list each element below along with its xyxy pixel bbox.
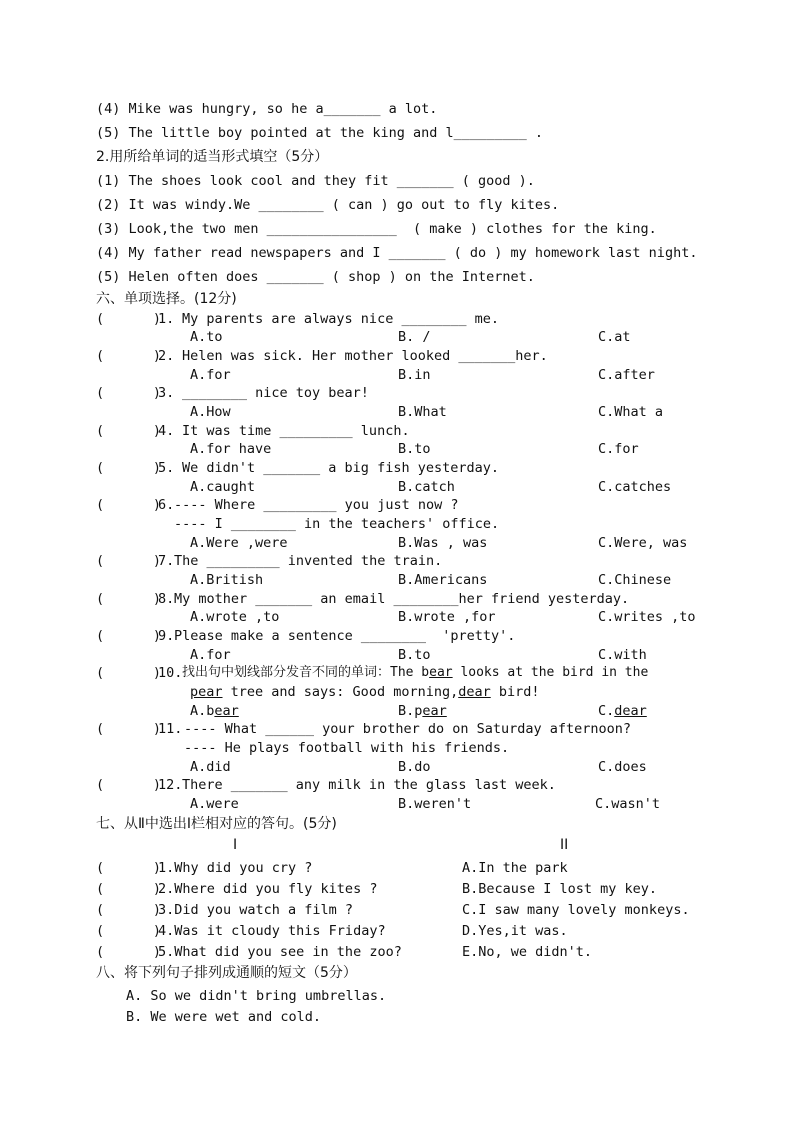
- question-number: 12.: [158, 777, 183, 793]
- question-stem-line2: pear tree and says: Good morning,dear bird!: [190, 684, 540, 700]
- option-a: A.wrote ,to: [190, 609, 280, 625]
- option-a: A.for: [190, 647, 231, 663]
- question-number: 3.: [158, 385, 175, 401]
- fill-in-question-5: (5) The little boy pointed at the king and l_________ .: [96, 125, 544, 141]
- question-stem: ---- Where _________ you just now ?: [174, 497, 459, 513]
- answer-paren: ( ): [96, 777, 162, 793]
- match-question: 2.Where did you fly kites ?: [158, 881, 378, 897]
- question-stem: 找出句中划线部分发音不同的单词：The bear looks at the bird in the: [182, 665, 649, 680]
- column-header-ii: II: [560, 837, 569, 853]
- match-answer: E.No, we didn't.: [462, 944, 593, 960]
- match-answer: B.Because I lost my key.: [462, 881, 658, 897]
- match-answer: C.I saw many lovely monkeys.: [462, 902, 690, 918]
- option-a: A.Were ,were: [190, 535, 288, 551]
- answer-paren: ( ): [96, 423, 162, 439]
- option-b: B.weren't: [398, 796, 472, 812]
- answer-paren: ( ): [96, 721, 162, 737]
- section6-heading: 六、单项选择。(12分): [96, 291, 237, 307]
- question-number: 6.: [158, 497, 175, 513]
- option-b: B.to: [398, 647, 431, 663]
- option-a: A.were: [190, 796, 239, 812]
- option-c: C.Were, was: [598, 535, 688, 551]
- answer-paren: ( ): [96, 628, 162, 644]
- answer-paren: ( ): [96, 385, 162, 401]
- question-number: 5.: [158, 460, 175, 476]
- section8-heading: 八、将下列句子排列成通顺的短文（5分）: [96, 965, 357, 981]
- question-number: 4.: [158, 423, 175, 439]
- question-stem: It was time _________ lunch.: [182, 423, 410, 439]
- answer-paren: ( ): [96, 944, 162, 960]
- question-stem: ________ nice toy bear!: [182, 385, 369, 401]
- option-b: B.pear: [398, 703, 447, 719]
- question-stem: The _________ invented the train.: [174, 553, 443, 569]
- question-number: 8.: [158, 591, 175, 607]
- part2-item-1: (1) The shoes look cool and they fit _______ ( good ).: [96, 173, 535, 189]
- option-b: B.do: [398, 759, 431, 775]
- option-b: B.in: [398, 367, 431, 383]
- option-c: C.does: [598, 759, 647, 775]
- option-b: B.catch: [398, 479, 455, 495]
- option-b: B.wrote ,for: [398, 609, 496, 625]
- match-answer: A.In the park: [462, 860, 568, 876]
- option-c: C.dear: [598, 703, 647, 719]
- option-c: C.writes ,to: [598, 609, 696, 625]
- question-number: 2.: [158, 348, 175, 364]
- option-a: A.bear: [190, 703, 239, 719]
- question-stem: ---- What ______ your brother do on Saturday afternoon?: [184, 721, 632, 737]
- answer-paren: ( ): [96, 665, 162, 681]
- part2-item-2: (2) It was windy.We ________ ( can ) go out to fly kites.: [96, 197, 560, 213]
- sentence-a: A. So we didn't bring umbrellas.: [126, 988, 387, 1004]
- fill-in-question-4: (4) Mike was hungry, so he a_______ a lot.: [96, 101, 438, 117]
- question-number: 11.: [158, 721, 183, 737]
- option-c: C.wasn't: [595, 796, 661, 812]
- option-a: A.for: [190, 367, 231, 383]
- match-question: 3.Did you watch a film ?: [158, 902, 354, 918]
- part2-heading: 2.用所给单词的适当形式填空（5分）: [96, 149, 329, 165]
- option-c: C.Chinese: [598, 572, 672, 588]
- option-b: B.Americans: [398, 572, 488, 588]
- option-a: A.did: [190, 759, 231, 775]
- option-a: A.British: [190, 572, 264, 588]
- option-a: A.for have: [190, 441, 272, 457]
- question-number: 7.: [158, 553, 175, 569]
- answer-paren: ( ): [96, 553, 162, 569]
- answer-paren: ( ): [96, 497, 162, 513]
- section7-heading: 七、从Ⅱ中选出Ⅰ栏相对应的答句。(5分): [96, 816, 337, 832]
- option-b: B.to: [398, 441, 431, 457]
- option-b: B. /: [398, 329, 431, 345]
- option-c: C.with: [598, 647, 647, 663]
- column-header-i: I: [233, 837, 238, 853]
- option-a: A.to: [190, 329, 223, 345]
- match-question: 1.Why did you cry ?: [158, 860, 313, 876]
- option-c: C.after: [598, 367, 655, 383]
- answer-paren: ( ): [96, 591, 162, 607]
- part2-item-5: (5) Helen often does _______ ( shop ) on the Internet.: [96, 269, 535, 285]
- match-question: 5.What did you see in the zoo?: [158, 944, 402, 960]
- question-stem: We didn't _______ a big fish yesterday.: [182, 460, 499, 476]
- question-number: 1.: [158, 311, 175, 327]
- option-c: C.What a: [598, 404, 664, 420]
- question-stem: Please make a sentence ________ 'pretty'.: [174, 628, 516, 644]
- option-b: B.Was , was: [398, 535, 488, 551]
- part2-item-4: (4) My father read newspapers and I _______ ( do ) my homework last night.: [96, 245, 698, 261]
- question-stem-line2: ---- He plays football with his friends.: [184, 740, 510, 756]
- answer-paren: ( ): [96, 460, 162, 476]
- question-number: 10.: [158, 665, 183, 681]
- option-a: A.caught: [190, 479, 256, 495]
- answer-paren: ( ): [96, 923, 162, 939]
- question-stem: Helen was sick. Her mother looked _______her.: [182, 348, 548, 364]
- question-stem: My parents are always nice ________ me.: [182, 311, 499, 327]
- question-stem-line2: ---- I ________ in the teachers' office.: [174, 516, 500, 532]
- answer-paren: ( ): [96, 860, 162, 876]
- answer-paren: ( ): [96, 311, 162, 327]
- part2-item-3: (3) Look,the two men ________________ ( make ) clothes for the king.: [96, 221, 657, 237]
- option-c: C.catches: [598, 479, 672, 495]
- option-b: B.What: [398, 404, 447, 420]
- question-number: 9.: [158, 628, 175, 644]
- sentence-b: B. We were wet and cold.: [126, 1009, 322, 1025]
- option-c: C.for: [598, 441, 639, 457]
- question-stem: There _______ any milk in the glass last week.: [182, 777, 556, 793]
- answer-paren: ( ): [96, 881, 162, 897]
- answer-paren: ( ): [96, 348, 162, 364]
- option-c: C.at: [598, 329, 631, 345]
- question-stem: My mother _______ an email ________her friend yesterday.: [174, 591, 630, 607]
- match-answer: D.Yes,it was.: [462, 923, 568, 939]
- match-question: 4.Was it cloudy this Friday?: [158, 923, 386, 939]
- answer-paren: ( ): [96, 902, 162, 918]
- option-a: A.How: [190, 404, 231, 420]
